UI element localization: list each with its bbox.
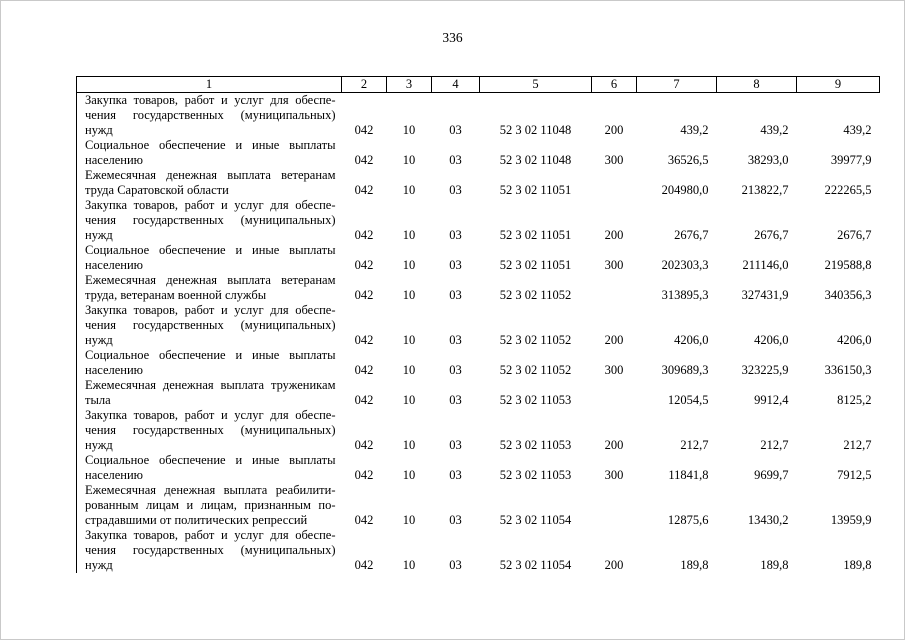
cell-target-article-code: 52 3 02 11054 <box>499 558 572 572</box>
cell-amount-year2: 439,2 <box>760 123 789 137</box>
cell-name: Социальное обеспечение и иные выплаты населению <box>77 453 342 483</box>
cell-amount-year1: 189,8 <box>680 558 709 572</box>
cell-amount-year3: 39977,9 <box>830 153 872 167</box>
cell-amount-year1: 4206,0 <box>674 333 709 347</box>
cell-name: Закупка товаров, работ и услуг для обеспечения государственных (муниципальных) нужд <box>77 93 342 139</box>
table-row <box>77 378 880 408</box>
cell-amount-year1: 202303,3 <box>661 258 709 272</box>
cell-grbs-code: 042 <box>354 363 374 377</box>
cell-name: Закупка товаров, работ и услуг для обеспечения государственных (муниципальных) нужд <box>77 408 342 453</box>
cell-target-article-code: 52 3 02 11051 <box>499 228 572 242</box>
cell-expense-type-code <box>592 273 637 303</box>
cell-amount-year1: 12875,6 <box>667 513 709 527</box>
table-body <box>77 93 880 574</box>
table-row <box>77 138 880 168</box>
cell-grbs-code: 042 <box>354 258 374 272</box>
column-header-4: 4 <box>432 77 480 93</box>
cell-amount-year2: 4206,0 <box>754 333 789 347</box>
cell-subsection-code: 03 <box>449 363 462 377</box>
cell-expense-type-code <box>592 378 637 408</box>
cell-amount-year3: 222265,5 <box>824 183 872 197</box>
column-header-3: 3 <box>387 77 432 93</box>
cell-name: Ежемесячная денежная выплата ветеранам труда, ветеранам военной службы <box>77 273 342 303</box>
cell-grbs-code: 042 <box>354 558 374 572</box>
cell-expense-type-code: 300 <box>604 258 624 272</box>
cell-target-article-code: 52 3 02 11048 <box>499 153 572 167</box>
cell-amount-year2: 327431,9 <box>741 288 789 302</box>
cell-grbs-code: 042 <box>354 513 374 527</box>
cell-target-article-code: 52 3 02 11052 <box>499 333 572 347</box>
cell-subsection-code: 03 <box>449 333 462 347</box>
cell-grbs-code: 042 <box>354 183 374 197</box>
cell-expense-type-code: 300 <box>604 363 624 377</box>
cell-amount-year2: 13430,2 <box>747 513 789 527</box>
table-row <box>77 273 880 303</box>
table-row <box>77 243 880 273</box>
cell-expense-type-code: 200 <box>604 123 624 137</box>
column-header-2: 2 <box>342 77 387 93</box>
cell-amount-year3: 13959,9 <box>830 513 872 527</box>
cell-name: Ежемесячная денежная выплата реабилитированным лицам и лицам, признанным пострадавшими от политических репрессий <box>77 483 342 528</box>
cell-amount-year2: 213822,7 <box>741 183 789 197</box>
cell-amount-year3: 4206,0 <box>837 333 872 347</box>
cell-grbs-code: 042 <box>354 228 374 242</box>
cell-amount-year2: 211146,0 <box>742 258 789 272</box>
cell-subsection-code: 03 <box>449 123 462 137</box>
cell-name: Ежемесячная денежная выплата ветеранам труда Саратовской области <box>77 168 342 198</box>
cell-name: Закупка товаров, работ и услуг для обеспечения государственных (муниципальных) нужд <box>77 303 342 348</box>
table-row <box>77 528 880 573</box>
cell-amount-year2: 2676,7 <box>754 228 789 242</box>
cell-grbs-code: 042 <box>354 438 374 452</box>
cell-name: Ежемесячная денежная выплата труженикам тыла <box>77 378 342 408</box>
cell-expense-type-code: 200 <box>604 333 624 347</box>
cell-amount-year2: 9699,7 <box>754 468 789 482</box>
cell-grbs-code: 042 <box>354 468 374 482</box>
cell-grbs-code: 042 <box>354 123 374 137</box>
cell-amount-year1: 212,7 <box>680 438 709 452</box>
cell-subsection-code: 03 <box>449 183 462 197</box>
cell-amount-year3: 219588,8 <box>824 258 872 272</box>
table-row <box>77 408 880 453</box>
cell-section-code: 10 <box>402 558 416 572</box>
cell-amount-year1: 204980,0 <box>661 183 709 197</box>
column-header-8: 8 <box>717 77 797 93</box>
cell-grbs-code: 042 <box>354 153 374 167</box>
cell-amount-year3: 2676,7 <box>837 228 872 242</box>
cell-amount-year3: 189,8 <box>843 558 872 572</box>
cell-subsection-code: 03 <box>449 468 462 482</box>
table-row <box>77 198 880 243</box>
cell-name: Закупка товаров, работ и услуг для обеспечения государственных (муниципальных) нужд <box>77 198 342 243</box>
table-header-row <box>77 77 880 93</box>
cell-amount-year1: 309689,3 <box>661 363 709 377</box>
cell-amount-year1: 313895,3 <box>661 288 709 302</box>
cell-subsection-code: 03 <box>449 513 462 527</box>
table-row <box>77 483 880 528</box>
cell-amount-year2: 9912,4 <box>754 393 789 407</box>
cell-name: Закупка товаров, работ и услуг для обеспечения государственных (муниципальных) нужд <box>77 528 342 573</box>
cell-expense-type-code <box>592 168 637 198</box>
cell-grbs-code: 042 <box>354 393 374 407</box>
cell-amount-year1: 2676,7 <box>674 228 709 242</box>
cell-amount-year1: 11841,8 <box>668 468 709 482</box>
cell-expense-type-code: 200 <box>604 438 624 452</box>
cell-amount-year2: 189,8 <box>760 558 789 572</box>
cell-target-article-code: 52 3 02 11051 <box>499 183 572 197</box>
cell-section-code: 10 <box>402 183 416 197</box>
cell-target-article-code: 52 3 02 11053 <box>499 468 572 482</box>
cell-target-article-code: 52 3 02 11051 <box>499 258 572 272</box>
cell-subsection-code: 03 <box>449 288 462 302</box>
cell-grbs-code: 042 <box>354 288 374 302</box>
cell-amount-year3: 439,2 <box>843 123 872 137</box>
cell-amount-year3: 340356,3 <box>824 288 872 302</box>
cell-target-article-code: 52 3 02 11054 <box>499 513 572 527</box>
cell-target-article-code: 52 3 02 11053 <box>499 393 572 407</box>
cell-subsection-code: 03 <box>449 153 462 167</box>
cell-grbs-code: 042 <box>354 333 374 347</box>
cell-section-code: 10 <box>402 228 416 242</box>
budget-table <box>76 76 880 573</box>
table-row <box>77 93 880 139</box>
cell-section-code: 10 <box>402 468 416 482</box>
cell-amount-year3: 212,7 <box>843 438 872 452</box>
cell-name: Социальное обеспечение и иные выплаты населению <box>77 138 342 168</box>
cell-expense-type-code: 200 <box>604 228 624 242</box>
table-row <box>77 348 880 378</box>
column-header-6: 6 <box>592 77 637 93</box>
cell-amount-year1: 12054,5 <box>667 393 709 407</box>
cell-target-article-code: 52 3 02 11052 <box>499 363 572 377</box>
cell-subsection-code: 03 <box>449 558 462 572</box>
cell-target-article-code: 52 3 02 11052 <box>499 288 572 302</box>
cell-expense-type-code: 300 <box>604 468 624 482</box>
cell-expense-type-code: 300 <box>604 153 624 167</box>
cell-section-code: 10 <box>402 513 416 527</box>
cell-section-code: 10 <box>402 288 416 302</box>
cell-section-code: 10 <box>402 258 416 272</box>
cell-amount-year1: 439,2 <box>680 123 709 137</box>
cell-section-code: 10 <box>402 438 416 452</box>
page-number: 336 <box>442 30 463 45</box>
cell-amount-year3: 7912,5 <box>837 468 872 482</box>
cell-amount-year2: 323225,9 <box>741 363 789 377</box>
column-header-5: 5 <box>480 77 592 93</box>
cell-expense-type-code <box>592 483 637 528</box>
table-row <box>77 303 880 348</box>
cell-subsection-code: 03 <box>449 438 462 452</box>
cell-section-code: 10 <box>402 363 416 377</box>
cell-amount-year1: 36526,5 <box>667 153 709 167</box>
column-header-7: 7 <box>637 77 717 93</box>
cell-name: Социальное обеспечение и иные выплаты населению <box>77 348 342 378</box>
cell-expense-type-code: 200 <box>604 558 624 572</box>
cell-name: Социальное обеспечение и иные выплаты населению <box>77 243 342 273</box>
column-header-9: 9 <box>797 77 880 93</box>
cell-amount-year3: 336150,3 <box>824 363 872 377</box>
cell-section-code: 10 <box>402 393 416 407</box>
cell-section-code: 10 <box>402 333 416 347</box>
cell-amount-year3: 8125,2 <box>837 393 872 407</box>
table-row <box>77 453 880 483</box>
cell-section-code: 10 <box>402 153 416 167</box>
cell-subsection-code: 03 <box>449 258 462 272</box>
cell-amount-year2: 38293,0 <box>747 153 789 167</box>
cell-target-article-code: 52 3 02 11053 <box>499 438 572 452</box>
cell-section-code: 10 <box>402 123 416 137</box>
column-header-1: 1 <box>77 77 342 93</box>
cell-subsection-code: 03 <box>449 393 462 407</box>
cell-subsection-code: 03 <box>449 228 462 242</box>
cell-target-article-code: 52 3 02 11048 <box>499 123 572 137</box>
cell-amount-year2: 212,7 <box>760 438 789 452</box>
table-row <box>77 168 880 198</box>
